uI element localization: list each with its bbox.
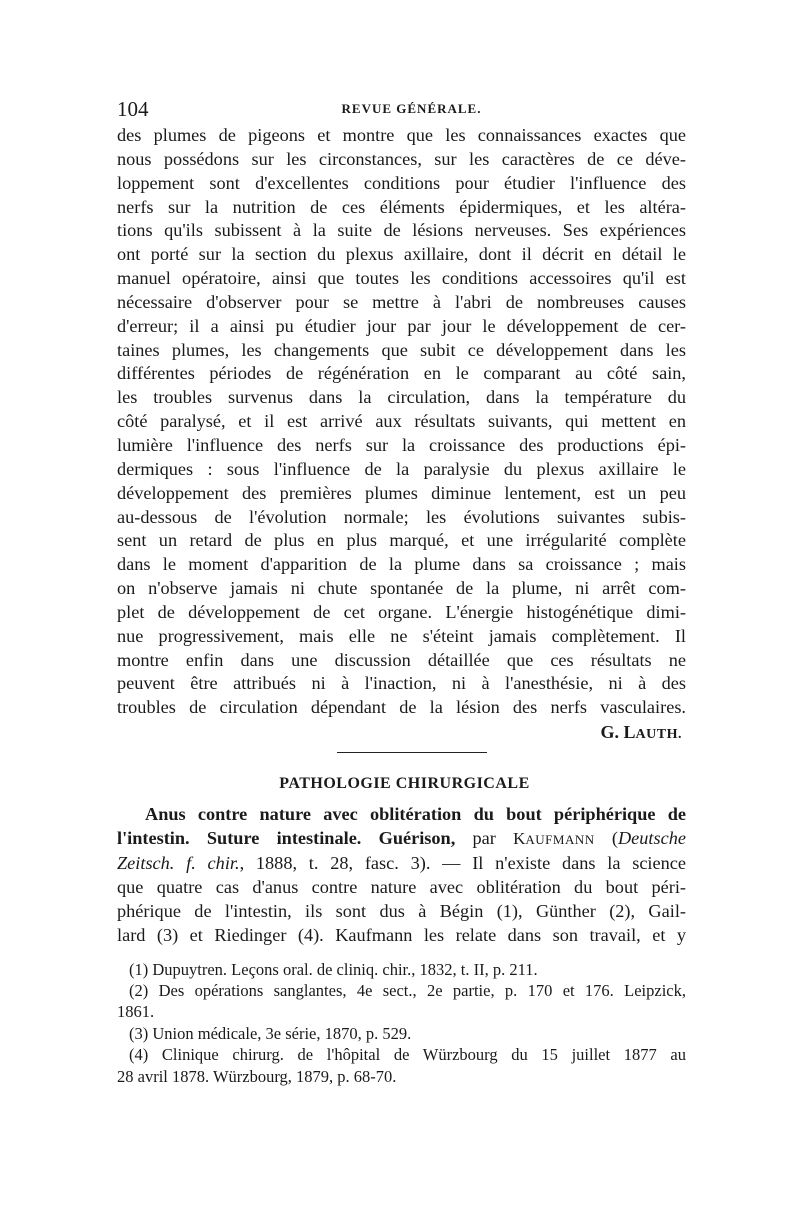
text-line: dermiques : sous l'influence de la paralysie du plexus axillaire le (117, 458, 686, 479)
page (117, 96, 686, 1087)
article-paragraph (117, 803, 686, 947)
running-head: REVUE GÉNÉRALE. (341, 101, 482, 116)
body-paragraph (117, 124, 686, 720)
journal-open-paren: ( (611, 828, 618, 848)
text-line: nerfs sur la nutrition de ces éléments épidermiques, et les altéra- (117, 196, 686, 217)
footnote: (4) Clinique chirurg. de l'hôpital de Würzbourg du 15 juillet 1877 au (129, 1045, 686, 1065)
text-line: développement des premières plumes diminue lentement, est un peu (117, 482, 686, 503)
journal-name: Zeitsch. f. chir. (117, 852, 240, 873)
signature-initial: G. L (600, 722, 636, 743)
footnotes (117, 959, 686, 1087)
page-number: 104 (117, 97, 149, 121)
text-line: les troubles survenus dans la circulation, dans la température du (117, 387, 686, 408)
text-line: peuvent être attribués ni à l'inaction, ni à l'anesthésie, ni à des (117, 673, 686, 694)
footnote-continuation: 28 avril 1878. Würzbourg, 1879, p. 68-70. (117, 1066, 397, 1086)
section-divider (337, 752, 487, 753)
article-title-line: Anus contre nature avec oblitération du bout périphérique de (145, 804, 686, 825)
footnote: (3) Union médicale, 3e série, 1870, p. 529. (129, 1023, 412, 1043)
article-title-line (117, 827, 686, 852)
footnote-continuation: 1861. (117, 1002, 155, 1022)
text-line: taines plumes, les changements que subit ce développement dans les (117, 339, 686, 360)
text-line: lard (3) et Riedinger (4). Kaufmann les relate dans son travail, et y (117, 924, 686, 945)
text-line: manuel opératoire, ainsi que toutes les conditions accessoires qu'il est (117, 268, 686, 289)
section-title: PATHOLOGIE CHIRURGICALE (279, 775, 530, 793)
article-reference-line (117, 852, 686, 876)
text-line: différentes périodes de régénération en le comparant au côté sain, (117, 363, 686, 384)
signature (117, 720, 686, 747)
text-line: troubles de circulation dépendant de la lésion des nerfs vasculaires. (117, 697, 686, 718)
footnote: (1) Dupuytren. Leçons oral. de cliniq. chir., 1832, t. II, p. 211. (129, 959, 538, 979)
author-surname: AUFMANN (525, 832, 595, 847)
page-header (117, 96, 686, 122)
text-line: loppement sont d'excellentes conditions pour étudier l'influence des (117, 172, 686, 193)
text-line: que quatre cas d'anus contre nature avec oblitération du bout péri- (117, 876, 686, 897)
text-line: d'erreur; il a ainsi pu étudier jour par jour le développement de cer- (117, 315, 686, 336)
text-line: phérique de l'intestin, ils sont dus à Bégin (1), Günther (2), Gail- (117, 900, 686, 921)
journal-name-part: Deutsche (617, 828, 686, 848)
text-line: on n'observe jamais ni chute spontanée de la plume, ni arrêt com- (117, 578, 686, 599)
text-line: montre enfin dans une discussion détaillée que ces résultats ne (117, 649, 686, 670)
author-initial: K (513, 829, 526, 848)
text-line: plet de développement de cet organe. L'énergie histogénétique dimi- (117, 601, 686, 622)
text-line: des plumes de pigeons et montre que les connaissances exactes que (117, 125, 686, 145)
footnote: (2) Des opérations sanglantes, 4e sect., 2e partie, p. 170 et 176. Leipzick, (129, 980, 686, 1000)
text-line: côté paralysé, et il est arrivé aux résultats suivants, qui mettent en (117, 411, 686, 432)
article-title-continuation: l'intestin. Suture intestinale. Guérison, (117, 828, 456, 848)
text-line: tions qu'ils subissent à la suite de lésions nerveuses. Ses expériences (117, 220, 686, 241)
text-line: nue progressivement, mais elle ne s'éteint jamais complètement. Il (117, 625, 686, 646)
article-by: par (472, 828, 496, 848)
reference-details: , 1888, t. 28, fasc. 3). — Il n'existe dans la science (239, 852, 686, 873)
text-line: au-dessous de l'évolution normale; les évolutions suivantes subis- (117, 506, 686, 527)
text-line: nécessaire d'observer pour se mettre à l'abri de nombreuses causes (117, 291, 686, 312)
text-line: ont porté sur la section du plexus axillaire, dont il décrit en détail le (117, 244, 686, 265)
article-author (513, 828, 595, 848)
text-line: sent un retard de plus en plus marqué, et une irrégularité complète (117, 530, 686, 551)
text-line: nous possédons sur les circonstances, sur les caractères de ce déve- (117, 148, 686, 169)
text-line: lumière l'influence des nerfs sur la croissance des productions épi- (117, 434, 686, 455)
text-line: dans le moment d'apparition de la plume dans sa croissance ; mais (117, 554, 686, 575)
signature-surname: AUTH. (635, 727, 682, 743)
